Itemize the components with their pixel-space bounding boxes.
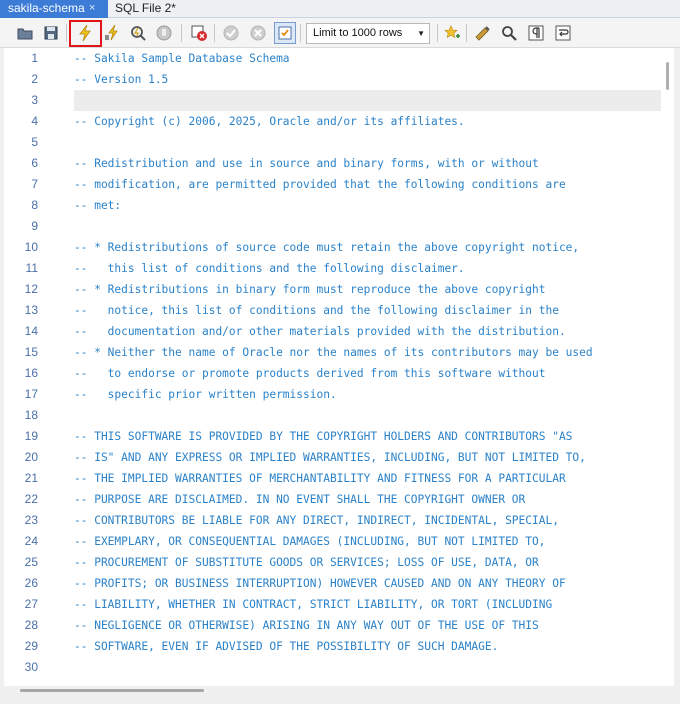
add-snippet-icon[interactable] bbox=[441, 22, 463, 44]
sql-editor[interactable] bbox=[4, 48, 674, 686]
line-number: 24 bbox=[24, 534, 38, 548]
code-text: -- SOFTWARE, EVEN IF ADVISED OF THE POSSIBILITY OF SUCH DAMAGE. bbox=[74, 640, 499, 653]
code-line[interactable] bbox=[4, 174, 674, 195]
wrap-lines-icon[interactable] bbox=[552, 22, 574, 44]
code-line[interactable] bbox=[4, 321, 674, 342]
toolbar-separator bbox=[437, 24, 438, 42]
code-text: -- PROFITS; OR BUSINESS INTERRUPTION) HOWEVER CAUSED AND ON ANY THEORY OF bbox=[74, 577, 566, 590]
beautify-icon[interactable] bbox=[472, 22, 494, 44]
line-number: 18 bbox=[24, 408, 38, 422]
line-number: 5 bbox=[31, 135, 38, 149]
code-text: -- notice, this list of conditions and the following disclaimer in the bbox=[74, 304, 559, 317]
line-number: 23 bbox=[24, 513, 38, 527]
line-number: 15 bbox=[24, 345, 38, 359]
invisible-chars-icon[interactable] bbox=[525, 22, 547, 44]
code-text: -- to endorse or promote products derived from this software without bbox=[74, 367, 546, 380]
line-number: 6 bbox=[31, 156, 38, 170]
code-line[interactable] bbox=[4, 300, 674, 321]
code-text: -- PURPOSE ARE DISCLAIMED. IN NO EVENT SHALL THE COPYRIGHT OWNER OR bbox=[74, 493, 526, 506]
limit-rows-value: Limit to 1000 rows bbox=[313, 27, 403, 39]
code-text: -- CONTRIBUTORS BE LIABLE FOR ANY DIRECT, INDIRECT, INCIDENTAL, SPECIAL, bbox=[74, 514, 559, 527]
toolbar-separator bbox=[181, 24, 182, 42]
code-line[interactable] bbox=[4, 384, 674, 405]
limit-rows-select[interactable] bbox=[306, 23, 430, 44]
code-line[interactable] bbox=[4, 552, 674, 573]
line-number: 19 bbox=[24, 429, 38, 443]
code-text: -- met: bbox=[74, 199, 122, 212]
code-text: -- modification, are permitted provided that the following conditions are bbox=[74, 178, 566, 191]
close-tab-icon[interactable]: × bbox=[89, 2, 96, 14]
toolbar-separator bbox=[300, 24, 301, 42]
code-text: -- this list of conditions and the following disclaimer. bbox=[74, 262, 465, 275]
code-line[interactable] bbox=[4, 153, 674, 174]
code-line[interactable] bbox=[4, 657, 674, 678]
tab-sql-file-2[interactable] bbox=[107, 0, 193, 18]
code-line[interactable] bbox=[4, 363, 674, 384]
rollback-icon[interactable] bbox=[247, 22, 269, 44]
code-text: -- THIS SOFTWARE IS PROVIDED BY THE COPYRIGHT HOLDERS AND CONTRIBUTORS "AS bbox=[74, 430, 573, 443]
line-number: 8 bbox=[31, 198, 38, 212]
code-text: -- documentation and/or other materials provided with the distribution. bbox=[74, 325, 566, 338]
line-number: 27 bbox=[24, 597, 38, 611]
code-text: -- Copyright (c) 2006, 2025, Oracle and/or its affiliates. bbox=[74, 115, 465, 128]
line-number: 12 bbox=[24, 282, 38, 296]
toggle-continue-on-error-icon[interactable] bbox=[188, 22, 210, 44]
code-text: -- EXEMPLARY, OR CONSEQUENTIAL DAMAGES (INCLUDING, BUT NOT LIMITED TO, bbox=[74, 535, 546, 548]
line-number: 21 bbox=[24, 471, 38, 485]
code-line[interactable] bbox=[4, 636, 674, 657]
line-number: 22 bbox=[24, 492, 38, 506]
code-line[interactable] bbox=[4, 468, 674, 489]
code-text: -- * Neither the name of Oracle nor the names of its contributors may be used bbox=[74, 346, 593, 359]
code-line[interactable] bbox=[4, 216, 674, 237]
line-number: 16 bbox=[24, 366, 38, 380]
find-icon[interactable] bbox=[498, 22, 520, 44]
code-line[interactable] bbox=[4, 447, 674, 468]
open-folder-icon[interactable] bbox=[14, 22, 36, 44]
autocommit-icon[interactable] bbox=[274, 22, 296, 44]
code-text: -- Version 1.5 bbox=[74, 73, 169, 86]
vertical-scrollbar[interactable] bbox=[666, 62, 669, 90]
line-number: 28 bbox=[24, 618, 38, 632]
line-number: 25 bbox=[24, 555, 38, 569]
stop-icon[interactable] bbox=[153, 22, 175, 44]
code-line[interactable] bbox=[4, 594, 674, 615]
execute-current-icon[interactable] bbox=[101, 22, 123, 44]
code-line[interactable] bbox=[4, 69, 674, 90]
line-number: 10 bbox=[24, 240, 38, 254]
line-number: 11 bbox=[25, 261, 38, 275]
line-number: 7 bbox=[31, 177, 38, 191]
commit-icon[interactable] bbox=[220, 22, 242, 44]
code-line[interactable] bbox=[4, 489, 674, 510]
line-number: 26 bbox=[24, 576, 38, 590]
code-line[interactable] bbox=[4, 258, 674, 279]
execute-highlight-box bbox=[69, 20, 102, 47]
save-icon[interactable] bbox=[40, 22, 62, 44]
line-number: 17 bbox=[24, 387, 38, 401]
code-line[interactable] bbox=[4, 48, 674, 69]
chevron-down-icon: ▼ bbox=[417, 29, 425, 38]
tab-label: SQL File 2* bbox=[115, 1, 176, 15]
code-line[interactable] bbox=[4, 615, 674, 636]
tab-sakila-schema[interactable] bbox=[0, 0, 108, 18]
line-number: 20 bbox=[24, 450, 38, 464]
code-line[interactable] bbox=[4, 510, 674, 531]
code-line[interactable] bbox=[4, 342, 674, 363]
line-number: 2 bbox=[31, 72, 38, 86]
code-line[interactable] bbox=[4, 90, 674, 111]
code-line[interactable] bbox=[4, 573, 674, 594]
code-line[interactable] bbox=[4, 405, 674, 426]
toolbar-separator bbox=[466, 24, 467, 42]
code-line[interactable] bbox=[4, 237, 674, 258]
code-text: -- * Redistributions in binary form must reproduce the above copyright bbox=[74, 283, 546, 296]
line-number: 3 bbox=[31, 93, 38, 107]
code-text: -- * Redistributions of source code must retain the above copyright notice, bbox=[74, 241, 580, 254]
code-line[interactable] bbox=[4, 426, 674, 447]
line-number: 14 bbox=[24, 324, 38, 338]
code-text: -- THE IMPLIED WARRANTIES OF MERCHANTABILITY AND FITNESS FOR A PARTICULAR bbox=[74, 472, 566, 485]
horizontal-scrollbar[interactable] bbox=[20, 689, 204, 692]
editor-tab-bar bbox=[0, 0, 680, 18]
code-text: -- Sakila Sample Database Schema bbox=[74, 52, 290, 65]
code-text: -- NEGLIGENCE OR OTHERWISE) ARISING IN ANY WAY OUT OF THE USE OF THIS bbox=[74, 619, 539, 632]
code-text: -- Redistribution and use in source and binary forms, with or without bbox=[74, 157, 539, 170]
toolbar-separator bbox=[214, 24, 215, 42]
code-text: -- specific prior written permission. bbox=[74, 388, 337, 401]
current-line-highlight bbox=[74, 90, 661, 111]
code-text: -- IS" AND ANY EXPRESS OR IMPLIED WARRANTIES, INCLUDING, BUT NOT LIMITED TO, bbox=[74, 451, 586, 464]
toolbar-separator bbox=[66, 24, 67, 42]
code-text: -- PROCUREMENT OF SUBSTITUTE GOODS OR SERVICES; LOSS OF USE, DATA, OR bbox=[74, 556, 539, 569]
code-line[interactable] bbox=[4, 195, 674, 216]
code-line[interactable] bbox=[4, 531, 674, 552]
line-number: 30 bbox=[24, 660, 38, 674]
code-line[interactable] bbox=[4, 111, 674, 132]
line-number: 4 bbox=[31, 114, 38, 128]
line-number: 13 bbox=[24, 303, 38, 317]
tab-label: sakila-schema bbox=[8, 1, 85, 15]
line-number: 9 bbox=[31, 219, 38, 233]
code-line[interactable] bbox=[4, 279, 674, 300]
line-number: 1 bbox=[31, 51, 38, 65]
line-number: 29 bbox=[24, 639, 38, 653]
explain-icon[interactable] bbox=[127, 22, 149, 44]
code-line[interactable] bbox=[4, 132, 674, 153]
code-text: -- LIABILITY, WHETHER IN CONTRACT, STRICT LIABILITY, OR TORT (INCLUDING bbox=[74, 598, 553, 611]
